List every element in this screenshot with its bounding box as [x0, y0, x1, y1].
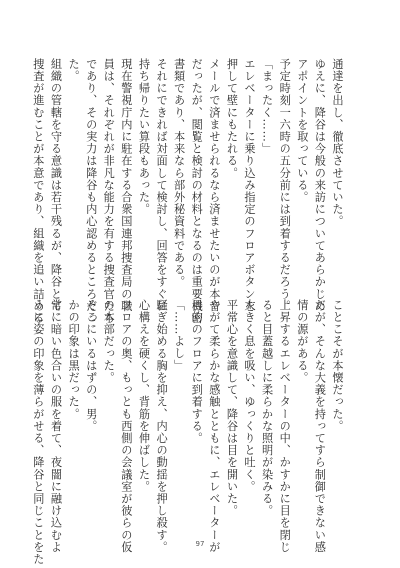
- text-line: ると目蓋越しに柔らかな照明が染みる。: [260, 299, 274, 517]
- text-line: メールで済ませられるなら済ませたいのが本音: [207, 58, 221, 313]
- text-line: ゆえに、降谷は今般の来訪についてあらかじめ: [313, 58, 327, 313]
- text-line: 騒ぎ始める胸を抑え、内心の動揺を押し殺す。: [155, 299, 169, 554]
- text-line: 書類であり、本来なら部外秘資料である。: [172, 58, 186, 288]
- text-line: 「まったく……」: [260, 58, 274, 155]
- text-line: 常に暗い色合いの服を着て、夜闇に融け込むよ: [49, 299, 63, 554]
- text-line: た。: [67, 58, 81, 83]
- text-line: 捜査が進むことが本意であり、組織を追い詰める: [31, 58, 45, 325]
- text-line: の本部だった。: [102, 299, 116, 384]
- text-line: だが、そんな大義を持ってすら制御できない感: [313, 299, 327, 554]
- text-line: 目的のフロアに到着する。: [190, 299, 204, 445]
- text-line: だったが、閲覧と検討の材料となるのは重要機密: [190, 58, 204, 325]
- text-line: やがて柔らかな感触とともに、エレベーターが: [207, 299, 221, 554]
- text-line: うに姿の印象を薄らがせる、降谷と同じことをた: [31, 299, 45, 566]
- text-line: 「……よし」: [172, 299, 186, 372]
- text-line: 上昇するエレベーターの中、かすかに目を閉じ: [278, 299, 292, 554]
- text-line: ことこそが本懐だった。: [331, 299, 344, 433]
- text-line: 持ち帰りたい算段もあった。: [137, 58, 151, 216]
- text-line: 組織の管轄を守る意識は若干残るが、降谷とて: [49, 58, 63, 313]
- text-line: それにできれば対面して検討し、回答をすぐに: [155, 58, 169, 313]
- text-line: 員は、それぞれが非凡な能力を有する捜査官たち: [102, 58, 116, 325]
- text-line: 平常心を意識して、降谷は目を開いた。: [225, 299, 239, 517]
- text-line: であり、その実力は降谷も内心認めるところだっ: [84, 58, 98, 325]
- page-number: 97: [195, 540, 205, 548]
- text-line: 通達を出し、徹底させていた。: [331, 58, 344, 228]
- text-line: 現在警視庁内に駐在する合衆国連邦捜査局の職: [119, 58, 133, 313]
- upper-text-block: [31, 58, 346, 325]
- text-line: 予定時刻一六時の五分前には到着するだろう。: [278, 58, 292, 313]
- text-line: かの印象は黒だった。: [67, 299, 81, 420]
- text-line: フロアの奥、もっとも西側の会議室が彼らの仮: [119, 299, 133, 554]
- text-line: そこにいるはずの、男。: [84, 299, 98, 433]
- text-line: 情の源がある。: [295, 299, 309, 384]
- text-line: アポイントを取っている。: [295, 58, 309, 204]
- text-line: 心構えを硬くし、背筋を伸ばした。: [137, 299, 151, 493]
- text-line: 大きく息を吸い、ゆっくりと吐く。: [243, 299, 257, 493]
- text-line: エレベーターに乗り込み指定のフロアボタンを: [243, 58, 257, 313]
- text-line: 押して壁にもたれる。: [225, 58, 239, 179]
